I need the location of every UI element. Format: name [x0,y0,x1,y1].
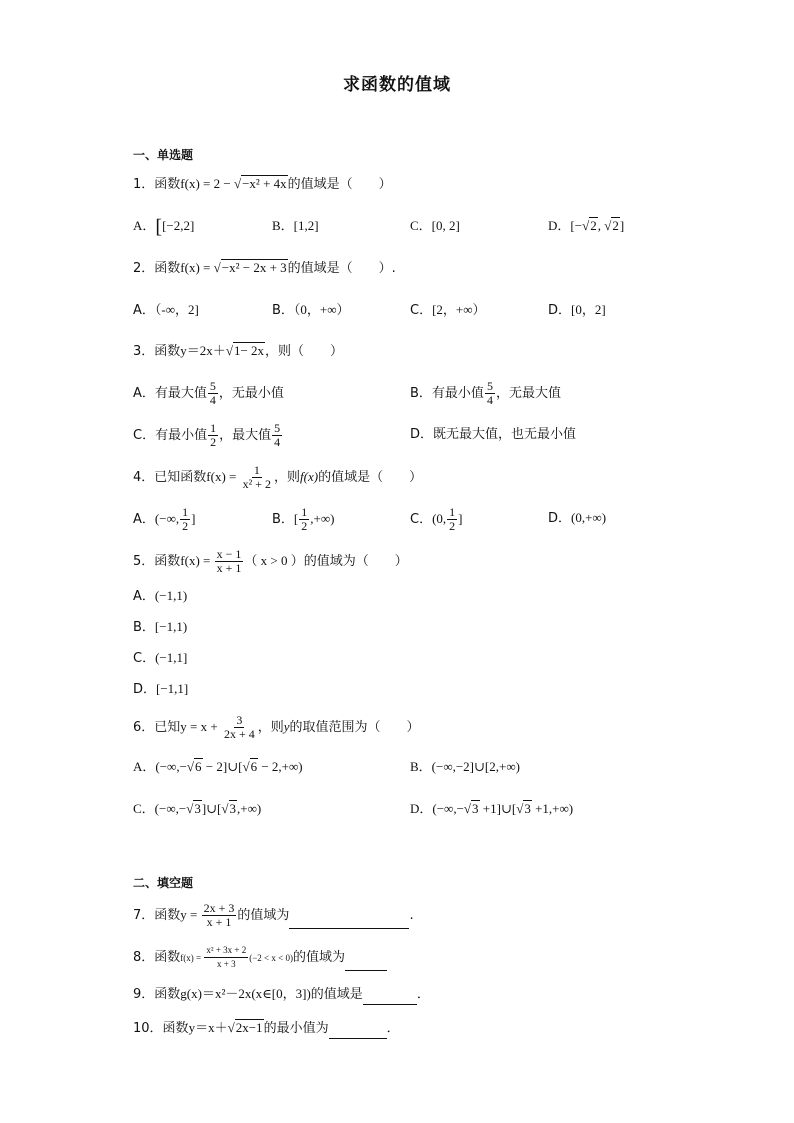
question-7: 7．函数y = $\frac{2x + 3}{x + 1}$ 的值域为 . [133,901,414,929]
math-expression: f(x) = 2 − [180,176,234,191]
question-stem: 函数 [154,177,181,192]
section-heading-fill-blank: 二、填空题 [133,876,194,890]
question-number: 1． [133,177,155,192]
question-6: 6．已知y = x + $\frac{3}{2x + 4}$ ，则y的取值范围为（ ） [133,713,420,741]
q4-option-c[interactable]: C．(0, $\frac{1}{2}$ ] [410,505,463,533]
q1-option-d[interactable]: D．[−√2, √2] [548,218,625,233]
section-heading-single-choice: 一、单选题 [133,148,194,162]
answer-blank[interactable] [363,990,417,1005]
answer-blank[interactable] [345,956,387,971]
q2-option-d[interactable]: D．[0，2] [548,302,606,318]
question-stem-end: 的值域是（ ） [287,177,392,192]
q4-option-a[interactable]: A．(−∞, $\frac{1}{2}$ ] [133,505,196,533]
q3-option-d[interactable]: D．既无最大值，也无最小值 [410,427,577,442]
question-3: 3．函数y＝2x＋√1− 2x，则（ ） [133,343,344,359]
q3-option-b[interactable]: B．有最小值 $\frac{5}{4}$ ，无最大值 [410,379,561,407]
q6-option-c[interactable]: C．(−∞,−√3]∪[√3,+∞) [133,801,262,816]
answer-blank[interactable] [289,914,409,929]
answer-blank[interactable] [329,1024,387,1039]
q2-option-b[interactable]: B．（0，+∞） [272,302,350,318]
q3-option-a[interactable]: A．有最大值 $\frac{5}{4}$ ，无最小值 [133,379,284,407]
radicand: −x² + 4x [242,176,287,191]
q1-option-b[interactable]: B．[1,2] [272,218,319,233]
q5-option-c[interactable]: C．(−1,1] [133,650,188,666]
question-9: 9．函数g(x)＝x²－2x(x∈[0，3])的值域是 ． [133,984,430,1005]
q5-option-d[interactable]: D．[−1,1] [133,681,189,697]
q4-option-d[interactable]: D．(0,+∞) [548,510,607,526]
q2-option-c[interactable]: C．[2，+∞） [410,302,486,318]
question-8: 8．函数f(x) = $\frac{\text{x² + 3x + 2}}{x + 3}$ (−2 < x < 0)的值域为 [133,944,387,971]
q6-option-b[interactable]: B．(−∞,−2]∪[2,+∞) [410,759,520,774]
q2-option-a[interactable]: A．（-∞，2] [133,302,199,318]
question-4: 4．已知函数f(x) = $\frac{1}{\text{x² + 2}}$ ，则f(x)的值域是（ ） [133,463,423,491]
q1-option-a[interactable]: A．[[−2,2] [133,216,195,239]
question-10: 10．函数y＝x＋√2x−1的最小值为 ． [133,1018,400,1039]
page-title: 求函数的值域 [343,75,451,95]
q4-option-b[interactable]: B．[ $\frac{1}{2}$ ,+∞) [272,505,335,533]
q5-option-a[interactable]: A．(−1,1) [133,588,188,604]
q1-option-c[interactable]: C．[0, 2] [410,218,460,233]
q3-option-c[interactable]: C．有最小值 $\frac{1}{2}$ ，最大值 $\frac{5}{4}$ [133,421,281,449]
q6-option-a[interactable]: A．(−∞,−√6 − 2]∪[√6 − 2,+∞) [133,759,303,774]
q6-option-d[interactable]: D．(−∞,−√3 +1]∪[√3 +1,+∞) [410,801,574,816]
q5-option-b[interactable]: B．[−1,1) [133,619,188,635]
question-1: 1．函数f(x) = 2 − √−x² + 4x的值域是（ ） [133,176,392,192]
question-2: 2．函数f(x) = √−x² − 2x + 3的值域是（ ）. [133,260,396,276]
question-5: 5．函数f(x) = $\frac{x - 1}{x + 1}$ （ x > 0 ）的值域为（ ） [133,547,408,575]
